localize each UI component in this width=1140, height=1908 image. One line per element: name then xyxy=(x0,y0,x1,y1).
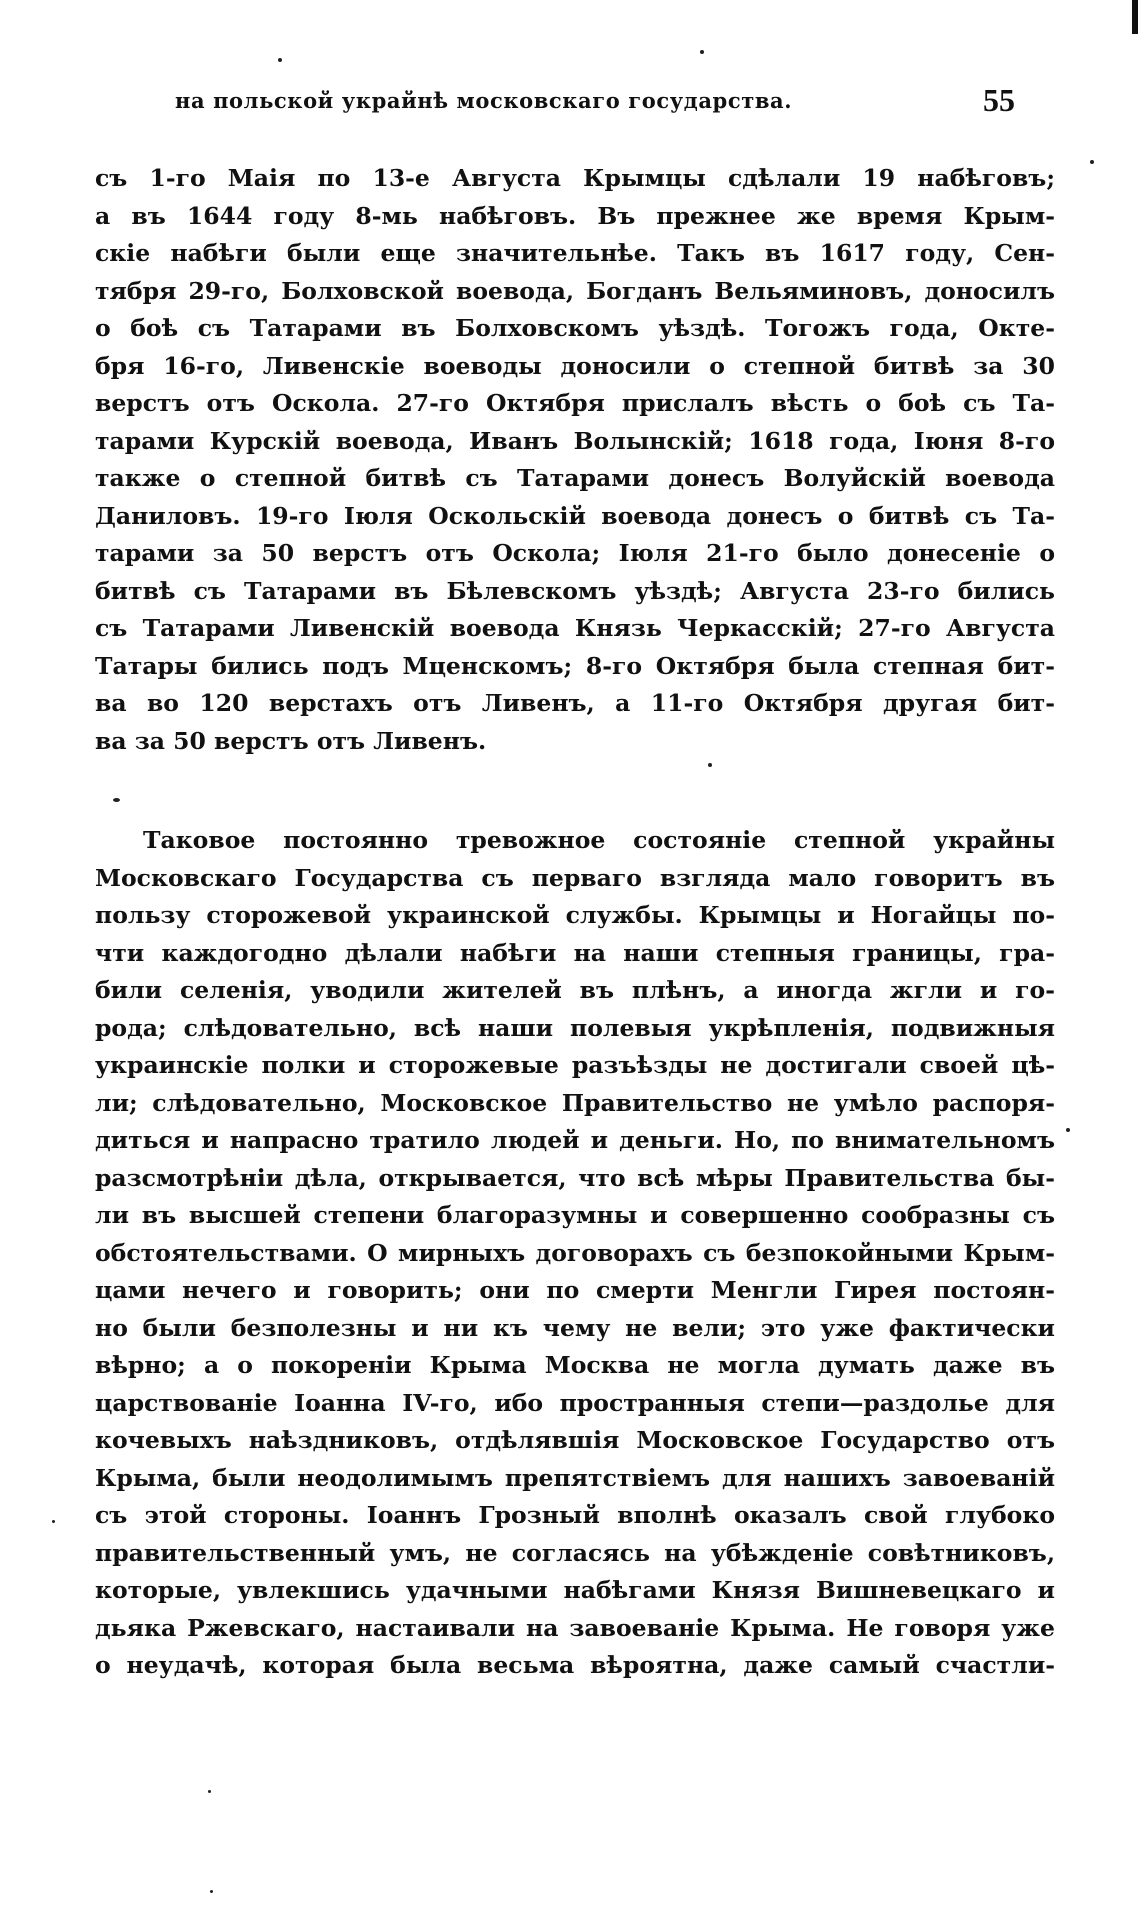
scan-speck xyxy=(210,1890,213,1893)
text-line: пользу сторожевой украинской службы. Крымцы и Ногайцы по- xyxy=(95,901,1055,929)
text-line: Даниловъ. 19-го Іюля Оскольскій воевода донесъ о битвѣ съ Та- xyxy=(95,501,1055,530)
scan-speck xyxy=(700,50,704,54)
text-line: цами нечего и говорить; они по смерти Менгли Гирея постоян- xyxy=(95,1276,1055,1304)
text-line: ва за 50 верстъ отъ Ливенъ. xyxy=(95,726,487,755)
scan-speck xyxy=(113,798,120,802)
text-line: дьяка Ржевскаго, настаивали на завоеваніе Крыма. Не говоря уже xyxy=(95,1613,1055,1642)
scan-speck xyxy=(1090,160,1094,164)
text-line: тарами за 50 верстъ отъ Оскола; Іюля 21-го было донесеніе о xyxy=(95,539,1055,567)
text-line: верстъ отъ Оскола. 27-го Октября прислалъ вѣсть о боѣ съ Та- xyxy=(95,389,1055,417)
text-line: били селенія, уводили жителей въ плѣнъ, а иногда жгли и го- xyxy=(95,976,1055,1004)
text-line: чти каждогодно дѣлали набѣги на наши степныя границы, гра- xyxy=(95,938,1055,967)
text-line: о боѣ съ Татарами въ Болховскомъ уѣздѣ. Тогожъ года, Окте- xyxy=(95,314,1055,342)
text-line: вѣрно; а о покореніи Крыма Москва не могла думать даже въ xyxy=(95,1351,1055,1379)
scan-speck xyxy=(1066,1128,1070,1132)
text-line: тарами Курскій воевода, Иванъ Волынскій; 1618 года, Іюня 8-го xyxy=(95,426,1055,455)
text-line: о неудачѣ, которая была весьма вѣроятна, даже самый счастли- xyxy=(95,1651,1055,1679)
text-line: скіе набѣги были еще значительнѣе. Такъ въ 1617 году, Сен- xyxy=(95,239,1055,267)
text-line: кочевыхъ наѣздниковъ, отдѣлявшія Московское Государство отъ xyxy=(95,1426,1055,1454)
text-line: ли; слѣдовательно, Московское Правительство не умѣло распоря- xyxy=(95,1088,1055,1117)
text-line: ли въ высшей степени благоразумны и совершенно сообразны съ xyxy=(95,1201,1055,1229)
running-title: на польской украйнѣ московскаго государства. xyxy=(175,88,793,113)
text-line: правительственный умъ, не согласясь на убѣжденіе совѣтниковъ, xyxy=(95,1538,1055,1567)
text-line: Московскаго Государства съ перваго взгляда мало говоритъ въ xyxy=(95,863,1055,892)
text-line: рода; слѣдовательно, всѣ наши полевыя укрѣпленія, подвижныя xyxy=(95,1013,1055,1042)
scan-speck xyxy=(708,763,712,767)
text-line: ва во 120 верстахъ отъ Ливенъ, а 11-го Октября другая бит- xyxy=(95,689,1055,717)
text-line: Таковое постоянно тревожное состояніе степной украйны xyxy=(143,826,1055,854)
text-line: Крыма, были неодолимымъ препятствіемъ для нашихъ завоеваній xyxy=(95,1463,1055,1492)
page-number: 55 xyxy=(983,82,1015,118)
text-line: а въ 1644 году 8-мь набѣговъ. Въ прежнее же время Крым- xyxy=(95,201,1055,230)
text-line: разсмотрѣніи дѣла, открывается, что всѣ мѣры Правительства бы- xyxy=(95,1163,1055,1192)
text-line: съ Татарами Ливенскій воевода Князь Черкасскій; 27-го Августа xyxy=(95,614,1055,642)
text-line: съ этой стороны. Іоаннъ Грозный вполнѣ оказалъ свой глубоко xyxy=(95,1501,1055,1529)
scan-speck xyxy=(278,58,282,62)
text-line: Татары бились подъ Мценскомъ; 8-го Октября была степная бит- xyxy=(95,651,1055,680)
text-line: диться и напрасно тратило людей и деньги. Но, по внимательномъ xyxy=(95,1126,1055,1154)
paragraph xyxy=(95,160,1055,760)
text-line: съ 1-го Маія по 13-е Августа Крымцы сдѣлали 19 набѣговъ; xyxy=(95,164,1055,192)
text-line: украинскіе полки и сторожевые разъѣзды не достигали своей цѣ- xyxy=(95,1051,1055,1079)
text-line: также о степной битвѣ съ Татарами донесъ Волуйскій воевода xyxy=(95,464,1055,492)
text-line: обстоятельствами. О мирныхъ договорахъ съ безпокойными Крым- xyxy=(95,1238,1055,1267)
page-header xyxy=(175,82,1015,128)
text-line: битвѣ съ Татарами въ Бѣлевскомъ уѣздѣ; Августа 23-го бились xyxy=(95,576,1055,605)
text-line: которые, увлекшись удачными набѣгами Князя Вишневецкаго и xyxy=(95,1576,1055,1604)
text-line: тября 29-го, Болховской воевода, Богданъ Вельяминовъ, доносилъ xyxy=(95,276,1055,305)
text-line: царствованіе Іоанна IV-го, ибо пространныя степи—раздолье для xyxy=(95,1388,1055,1417)
scan-speck xyxy=(208,1790,211,1793)
paragraph xyxy=(95,822,1055,1685)
scan-edge-mark xyxy=(1132,0,1138,34)
scan-speck xyxy=(52,1520,55,1523)
text-line: но были безполезны и ни къ чему не вели; это уже фактически xyxy=(95,1313,1055,1342)
text-line: бря 16-го, Ливенскіе воеводы доносили о степной битвѣ за 30 xyxy=(95,351,1055,380)
